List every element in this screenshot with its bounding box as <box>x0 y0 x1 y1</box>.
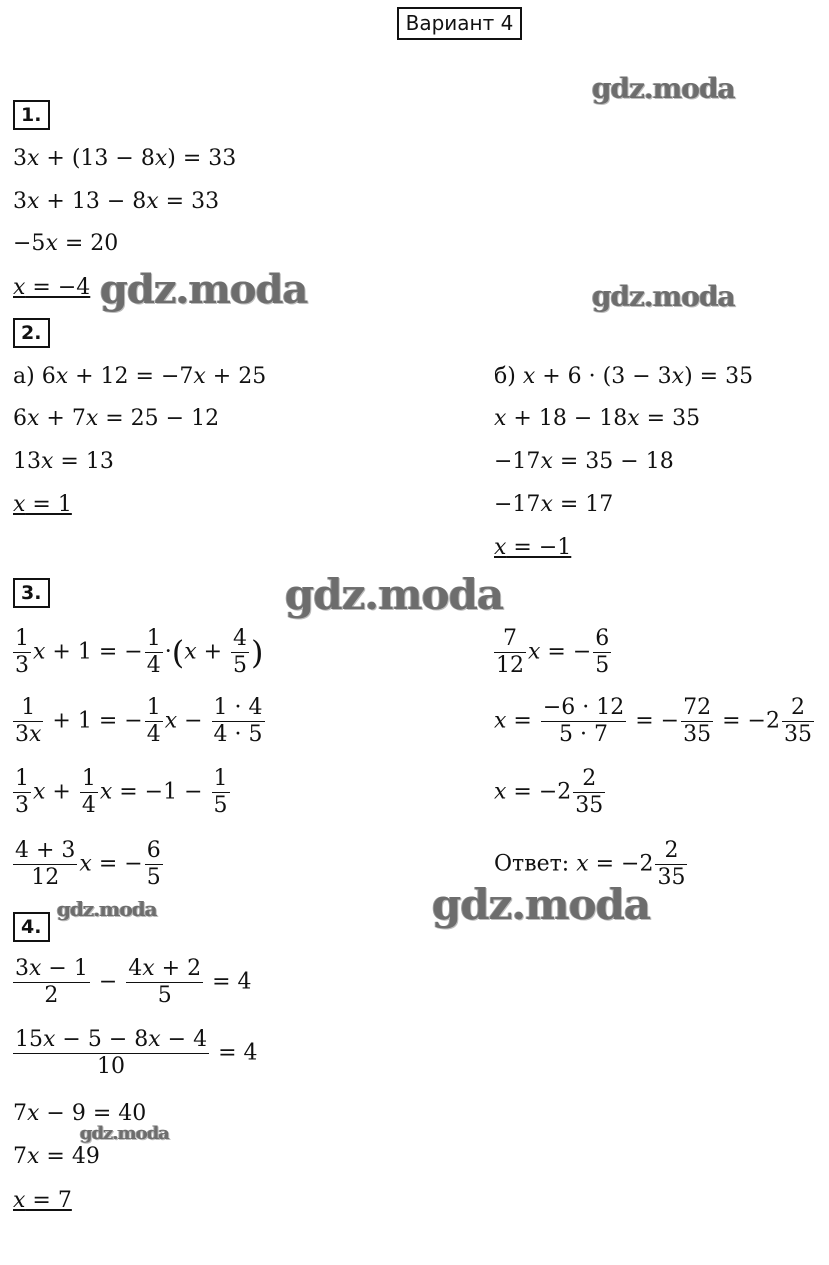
task-3-line-2: $\frac{1}{3x}$ + 1 = − $\frac{1}{4}$ x − $\frac{1 \cdot 4}{4 \cdot 5}$ <box>15 695 263 747</box>
task-4-line-4: 7x = 49 <box>13 1144 100 1169</box>
task-3-line-1: $\frac{1}{3}$ x + 1 = − $\frac{1}{4}$ ·(x + $\frac{4}{5}$ ) <box>15 626 264 678</box>
task-2b-label: б) <box>494 364 516 389</box>
task-3-line-4: $\frac{4 + 3}{12}$ x = − $\frac{6}{5}$ <box>15 838 161 890</box>
answer-label: Ответ: <box>494 851 570 877</box>
task-1-line-3: −5x = 20 <box>13 231 119 256</box>
task-2a-line-1: а) 6x + 12 = −7x + 25 <box>13 364 267 389</box>
task-4-line-1: $\frac{3x - 1}{2}$ − $\frac{4x + 2}{5}$ = 4 <box>15 956 252 1008</box>
watermark: gdz.moda <box>592 72 735 105</box>
watermark: gdz.moda <box>592 280 735 313</box>
task-1-number: 1. <box>13 100 50 130</box>
task-2b-answer: x = −1 <box>494 535 572 560</box>
task-3-line-6: x = $\frac{-6 \cdot 12}{5 \cdot 7}$ = − $\frac{72}{35}$ = −2 $\frac{2}{35}$ <box>494 695 812 747</box>
task-4-answer: x = 7 <box>13 1188 72 1213</box>
watermark: gdz.moda <box>285 570 504 619</box>
task-2b-line-4: −17x = 17 <box>494 492 614 517</box>
watermark: gdz.moda <box>100 266 308 313</box>
task-2-number: 2. <box>13 318 50 348</box>
task-2b-line-3: −17x = 35 − 18 <box>494 449 674 474</box>
watermark: gdz.moda <box>432 880 651 929</box>
task-3-line-7: x = −2 $\frac{2}{35}$ <box>494 766 604 818</box>
task-4-number: 4. <box>13 912 50 942</box>
task-2a-label: а) <box>13 364 35 389</box>
watermark: gdz.moda <box>80 1123 169 1144</box>
task-1-line-2: 3x + 13 − 8x = 33 <box>13 189 220 214</box>
watermark: gdz.moda <box>57 897 157 921</box>
task-4-line-3: 7x − 9 = 40 <box>13 1101 147 1126</box>
task-1-answer: x = −4 <box>13 275 91 300</box>
task-1-line-1: 3x + (13 − 8x) = 33 <box>13 146 237 171</box>
task-3-number: 3. <box>13 578 50 608</box>
task-2b-line-1: б) x + 6 · (3 − 3x) = 35 <box>494 364 754 389</box>
task-2b-line-2: x + 18 − 18x = 35 <box>494 406 701 431</box>
task-2a-line-2: 6x + 7x = 25 − 12 <box>13 406 220 431</box>
task-2a-line-3: 13x = 13 <box>13 449 114 474</box>
task-4-line-2: $\frac{15x - 5 - 8x - 4}{10}$ = 4 <box>15 1027 258 1079</box>
task-3-answer: Ответ: x = −2 $\frac{2}{35}$ <box>494 838 686 890</box>
task-3-line-5: $\frac{7}{12}$ x = − $\frac{6}{5}$ <box>496 626 610 678</box>
task-2a-answer: x = 1 <box>13 492 72 517</box>
task-3-line-3: $\frac{1}{3}$ x + $\frac{1}{4}$ x = −1 − $\frac{1}{5}$ <box>15 766 228 818</box>
page-title: Вариант 4 <box>397 7 522 40</box>
